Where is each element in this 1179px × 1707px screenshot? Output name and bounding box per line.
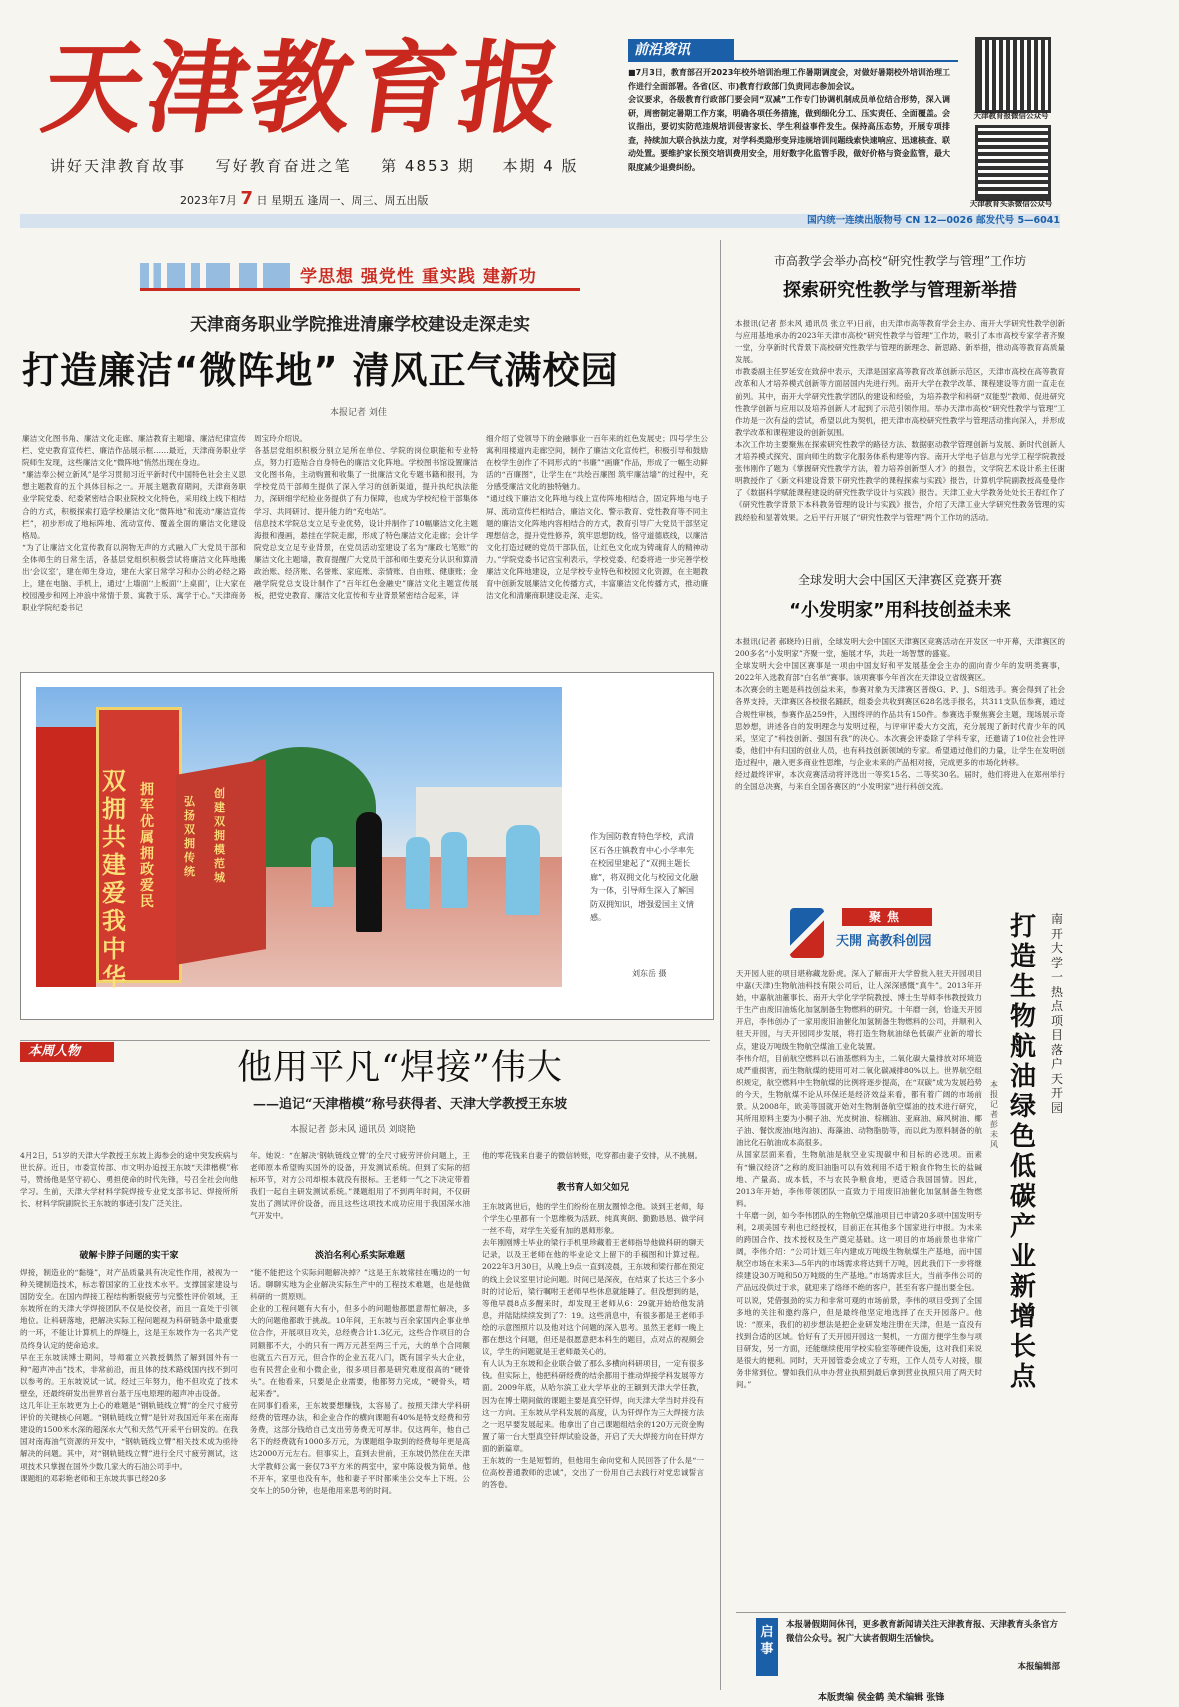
portrait-headline: 他用平凡“焊接”伟大 [237,1048,563,1088]
focus-byline: 本报记者 彭未风 [990,1080,998,1149]
footer-editors: 本版责编 侯金鹤 美术编辑 张锋 [818,1693,945,1703]
qr-code-icon [975,125,1051,201]
portrait-byline: 本报记者 彭未风 通讯员 刘晓艳 [290,1125,416,1135]
portrait-col1-body: 焊接，制造业的“黏缝”，对产品质量具有决定性作用，被视为一种关键制造技术，标志着国家的工业技术水平。支撑国家建设与国防安全。在国内焊接工程结构断裂疲劳与完整性评价领域，王东坡所在的天津大学焊接团队不仅是佼佼者，而且一直处于引领地位。让科研落地，把解决实际工程问题视为科研链条中最重要的一环，不能让计算机上的焊缝上，这是王东坡作为一名共产党员终身认定的使命追求。 早在王东坡读博士期间，导师霍立兴教授偶然了解到国外有一种“超声冲击”技术，非常前沿，而且体的技术路线国内找不到可以参考的。王东坡说试一试。经过三年努力，他不但攻克了技术壁垒，还最终研发出世界首台基于压电原理的超声冲击设备。 这几年让王东坡更为上心的难题是“钢轨链线立臂”的全尺寸疲劳评价的关键核心问题。“钢轨链线立臂”是针对我国近年来在南海建设的1500米水深的超深水大气和天然气开采平台研发的。在我国对南海油气资源的开发中，“钢轨链线立臂”相关技术成为亟待解决的问题。其中，对“钢轨链线立臂”进行全尺寸疲劳测试，这项技术只掌握在国外少数几家大的石油公司手中。 课题组的邓彩艳老师和王东坡共事已经20多 [20,1268,238,1483]
news-flash-label: 前沿资讯 [628,39,734,61]
portrait-col2-body: “能不能把这个实际问题解决掉？”这是王东坡常挂在嘴边的一句话。聊聊实地为企业解决实际生产中的工程技术难题，也是他做科研的一贯原则。 企业的工程问题有大有小，但多小的问题他都愿意帮忙解决，多大的问题他都敢于挑战。10年间，王东坡与百余家国内企事业单位合作，开展项目攻关，总经费合计1.3亿元，这些合作项目的合同额都不大，小的只有一两万元甚至两三千元，大的单个合同额也就五六百万元，但合作的企业五花八门，既有国字头大企业，也有民营企业和小微企业，很多项目都是研究难度很高的“硬骨头”。在他看来，只要是企业需要，他都努力完成，“硬骨头，啃起来香”。 在同事们看来，王东坡要想赚钱，太容易了。按照天津大学科研经费的管理办法，和企业合作的横向课题有40%是特支经费和劳务费，这部分钱给自己支出劳务费无可厚非。仅这两年，他自己名下的经费就有1000多万元，为课题组争取到的经费每年更是高达2000万元左右。但事实上，直到去世前，王东坡仍然住在天津大学教师公寓一套仅73平方米的两室中，家中陈设极为简单。他不开车，家里也没有车，他和妻子平时都乘坐公交车上下班。公交车上的50分钟，也是他用来思考的时间。 [250,1268,470,1495]
date-prefix: 2023年7月 [180,194,237,207]
qr-caption-1: 天津教育报微信公众号 [973,111,1049,120]
focus-text: 天开园人驻的项目堪称藏龙卧虎。深入了解南开大学曾批入驻天开园项目中嘉(天津)生物航油科技有限公司后，让人深深感慨“真牛”。2013年开始，中嘉航油董事长、南开大学化学学院教授、博士生导师李伟教授致力于生产由废旧油炼化加氢制备生物燃料的研究。十年磨一剑，恰逢天开园开启，李伟创办了一家用废旧油催化加氢制备生物燃料的公司，并顺利入驻天开园，与天开园同步发展，将打造生物航油绿色低碳产业新的增长点，建设万吨级生物航空煤油工业化装置。 李伟介绍，目前航空燃料以石油基燃料为主，二氧化碳大量排放对环境造成严重损害，而生物航煤的使用可对二氧化碳减排80%以上。世界航空组织规定，航空燃料中生物航煤的比例将逐步提高，在“双碳”成为发展趋势的今天，生物航煤不论从环保还是经济效益来看，都有着广阔的市场前景。从2008年，欧美等国就开始对生物制备航空煤油的技术进行研究，其所用原料主要为小桐子油、光皮树油、棕榈油、亚麻油、麻风树油、椰子油、餐饮废油(地沟油)、海藻油、动物脂肪等，而以此为原料制备的航油比化石航油成本高很多。 从国家层面来看，生物航油是航空业实现碳中和目标的必选项。而素有“懒汉经济”之称的废旧油脂可以有效利用不适于粮食作物生长的盐碱地、产量高、成本低，不与农民争粮食地，更适合我国国情。因此，2013年开始，李伟带领团队一直致力于用废旧油催化加氢制备生物燃料。 十年磨一剑，如今李伟团队的生物航空煤油项目已申请20多项中国发明专利，2项美国专利也已经授权，目前正在其他多个国家进行申报。为未来的跨国合作、技术授权及生产奠定基础。这一项目的市场前景也非常广阔，李伟介绍：“公司计划三年内建成万吨级生物航煤生产基地，而中国航空市场在未来3—5年内的市场需求将达到千万吨，因此我们下一步将继续建设30万吨和50万吨级的生产基地。”市场需求巨大，当前李伟公司的产品远没供过于求，就迎来了络绎不绝的客户，甚至有客户提出要全包。 可以说，凭借强劲的实力和非常可观的市场前景，李伟的项目受到了全国多地的关注和邀约落户，但是最终他坚定地选择了在天开园落户。他说：“原来，我们的初步想法是把企业研发地注册在天津，但是一直没有找到合适的区域。恰好有了天开园开园这一契机，一方面方便学生参与项目研发，另一方面，还能继续使用学校实验室等硬件设施，这对我们来说是很大的便利。同时，天开园管委会成立了专班，工作人员专人对接，服务非常到位。譬如我们从申办营业执照到最后拿到营业执照只用了两天时间。” [736,969,982,1390]
notice-signature: 本报编辑部 [1017,1662,1060,1672]
masthead-slogan-1: 讲好天津教育故事 [50,157,187,175]
lead-byline: 本报记者 刘佳 [330,408,387,418]
photo-board-text-2: 拥军优属 拥政爱民 [140,782,154,910]
lead-column-2: 周宝玲介绍说。 各基层党组织积极分别立足所在单位、学院的岗位职能和专业特点，努力打造贴合自身特色的廉洁文化阵地。学校图书馆设置廉洁文化图书角，主动购置和收集了一批廉洁文化专题书籍和报刊，为学校党员干部师生提供了深入学习的创新渠道，提升执纪执法能力，深研细学纪检业务提供了有力保障，也成为学校纪检干部集体学习、共同研讨、提升能力的“充电站”。 信息技术学院总支立足专业优势，设计并制作了10幅廉洁文化主题海报和漫画，悬挂在学院走廊，形成了特色廉洁文化走廊；会计学院党总支立足专业背景，在党员活动室建设了名为“廉政七笔账”的廉洁文化主题墙，教育提醒广大党员干部和师生要充分认识和算清政治账、经济账、名誉账、家庭账、亲情账、自由账、健康账；金融学院党总支设计制作了“百年红色金融史”廉洁文化主题宣传展板，把党史教育、廉洁文化宣传和专业背景紧密结合起来，详 [254,434,478,601]
focus-logo-text: 天開 高教科创园 [836,934,932,949]
photo-board-text-3: 弘扬双拥传统 [184,795,195,878]
research-headline: 探索研究性教学与管理新举措 [783,280,1017,301]
qr-code-icon [975,37,1051,113]
lead-column-3: 细介绍了党领导下的金融事业一百年来的红色发展史；四号学生公寓利用楼道内走廊空间，制作了廉洁文化宣传栏，积极引导和鼓励在校学生创作了不同形式的“书廉”“画廉”作品，形成了一幅生动鲜活的“百廉图”，让学生在“共绘百廉图 筑牢廉洁墙”的过程中，充分感受廉洁文化的独特魅力。 “通过线下廉洁文化阵地与线上宣传阵地相结合，固定阵地与电子屏、流动宣传栏相结合，廉洁文化、警示教育、党性教育等不同主题的廉洁文化阵地内容相结合的方式，教育引导广大党员干部坚定理想信念，提升党性修养，筑牢思想防线，恪守道德底线，以廉洁文化打造过硬的党员干部队伍，让红色文化成为铸魂育人的精神动力。”学院党委书记宫宝利表示，学校党委、纪委将进一步完善学校廉洁文化阵地建设，立足学校专业特色和校园文化资源，在主题教育中创新发展廉洁文化传播方式，丰富廉洁文化传播方式，推动廉洁文化和清廉商职建设走深、走实。 [486,434,708,601]
photo-image [36,687,562,991]
portrait-section-heading-3: 教书育人如父如兄 [556,1183,629,1193]
news-flash-text: ■7月3日，教育部召开2023年校外培训治理工作暑期调度会，对做好暑期校外培训治理工作进行全面部署。各省(区、市)教育行政部门负责同志参加会议。 会议要求，各级教育行政部门要会同“双减”工作专门协调机制成员单位结合形势，深入调研，周密制定暑期工作方案，明确各项任务措施，做到细化分工、压实责任、全面覆盖。会议指出，要切实防范违规培训侵害家长、学生利益事件发生。保持高压态势，开展专项排查，持续加大联合执法力度，对学科类隐形变异违规培训问题线索快速响应、迅速核查、联动处置。要维护家长预交培训费用安全，用好数字化监管手段，做好价格与资金监管，最大限度减少退费纠纷。 [628,68,950,172]
portrait-col2-intro: 年。她说：“在解决‘钢轨链线立臂’的全尺寸疲劳评价问题上，王老师原本希望购买国外的设备，开发测试系统。但到了实际的招标环节，对方公司却根本就没有报标。王老师一气之下决定带着我们一起自主研发测试系统。”课题组用了不到两年时间，不仅研发出了测试评价设备，而且这些这项技术成功应用于我国深水油气开发中。 [250,1151,470,1221]
photo-board-text: 双拥共建爱我中华 [102,767,126,991]
focus-text-cont [736,1080,982,1410]
banner-skyline-icon [140,263,290,289]
publication-number: 国内统一连续出版物号 CN 12—0026 邮发代号 5—6041 [807,215,1060,226]
photo-board-text-4: 创建双拥模范城 [214,787,225,884]
focus-label: 聚焦 [842,908,932,926]
portrait-col3-intro: 他的零花钱来自妻子的微信转账，吃穿都由妻子安排，从不挑剔。 [482,1151,703,1160]
focus-text-lower [736,1410,1068,1605]
invent-headline: “小发明家”用科技创益未来 [789,600,1011,621]
photo-credit: 刘东岳 摄 [632,969,667,978]
photo-caption: 作为国防教育特色学校，武清区石各庄镇教育中心小学率先在校园里建起了“双拥主题长廊”，将双拥文化与校园文化融为一体，引导师生深入了解国防双拥知识，增强爱国主义情感。 [590,832,699,922]
date-day: 7 [240,188,254,209]
lead-column-1: 廉洁文化图书角、廉洁文化走廊、廉洁教育主题墙、廉洁纪律宣传栏、党史教育宣传栏、廉洁作品展示框……最近，天津商务职业学院师生发现，这些廉洁文化“微阵地”悄然出现在身边。 “廉洁奉公树立新风”是学习贯彻习近平新时代中国特色社会主义思想主题教育的五个具体目标之一。开展主题教育期间，天津商务职业学院党委、纪委紧密结合职业院校文化特色，采用线上线下相结合的方式，积极探索打造学校廉洁文化“微阵地”和流动“廉洁宣传栏”，初步形成了地标阵地、流动宣传、覆盖全面的廉洁文化建设格局。 “为了让廉洁文化宣传教育以润物无声的方式融入广大党员干部和全体师生的日常生活，各基层党组织积极尝试将廉洁文化阵地搬出‘会议室’，建在师生身边，建在大家日常学习和办公的必经之路上，建在电脑、手机上，通过‘上墙面’‘上板面’‘上桌面’，让大家在校园漫步和网上冲浪中常情于景、寓教于乐、寓学于心。”天津商务职业学院纪委书记 [22,434,246,613]
portrait-col3-body: 王东坡离世后，他的学生们纷纷在朋友圈悼念他。谈到王老师，每个学生心里都有一个思维极为活跃、纯真爽朗、勤勤恳恳、做学问一丝不苟，对学生关爱有加的恩师形象。 去年刚刚博士毕业的梁行手机里珍藏着王老师指导他做科研的聊天记录，以及王老师在他的毕业论文上留下的手稿图和计算过程。2022年3月30日，从晚上9点一直到凌晨，王东坡和梁行都在预定的线上会议室里讨论问题。时间已是深夜，在结束了长达三个多小时的讨论后，梁行嘱咐王老师早些休息就能睡了。但没想到的是，等他早晨8点多醒来时，却发现王老师从6：29就开始给他发消息，并陆陆续续发到了7：19。这些消息中，有很多都是王老师手绘的示意图照片以及他对这个问题的深入思考。虽然王老师一晚上都在想这个问题，但还是很愿意把本科生的题目，点对点的视频会议，学生的问题就是王老师最关心的。 有人认为王东坡和企业联合做了那么多横向科研项目，一定有很多钱。但实际上，他把科研经费的结余都用于推动焊接学科发展等方面。2009年底，从哈尔滨工业大学毕业的王颖到天津大学任教，因为在博士期间做的课题主要是真空钎焊，向天津大学当时并没有这一方向。王东坡从学科发展的高度，认为钎焊作为三大焊接方法之一迟早要发展起来。他拿出了自己课题组结余的120万元资金购置了第一台大型真空钎焊试验设备，开启了天大焊接方向在钎焊方面的新篇章。 王东坡的一生是短暂的，但他用生命向党和人民回答了什么是“一位高校普通教师的忠诚”，交出了一份用自己去践行对党忠诚誓言的答卷。 [482,1202,704,1490]
portrait-subhead: ——追记“天津楷模”称号获得者、天津大学教授王东坡 [253,1097,567,1112]
qr-caption-2: 天津教育头条微信公众号 [969,199,1053,208]
portrait-col1-intro: 4月2日，51岁的天津大学教授王东坡上海参会的途中突发疾病与世长辞。近日，市委宣传部、市文明办追授王东坡“天津楷模”称号，赞扬他是坚守初心、勇担使命的时代先锋，号召全社会向他学习。生前，天津大学材料学院焊接专业党支部书记、焊接所所长、材料学院副院长王东坡的事迹引发广泛关注。 [20,1151,238,1209]
research-kicker: 市高教学会举办高校“研究性教学与管理”工作坊 [773,254,1027,268]
focus-kicker: 南开大学一热点项目落户天开园 [1051,912,1064,1115]
research-text: 本报讯(记者 彭未风 通讯员 张立平)日前，由天津市高等教育学会主办、南开大学研究性教学创新与应用基地承办的2023年天津市高校“研究性教学与管理”工作坊，吸引了本市高校专家学者齐聚一堂，分享新时代背景下高校研究性教学与管理的新理念、新思路、新举措，推动高等教育高质量发展。 市教委副主任罗延安在致辞中表示，天津是国家高等教育改革创新示范区，天津市高校在高等教育改革和人才培养模式创新等方面居国内先进行列。南开大学在教学改革、课程建设等方面一直走在前列。其中，南开大学研究性教学团队的建设和经验，为培养教学和科研“双能型”教师、促进研究性教学创新与应用以及培养创新人才起到了示范引领作用。举办天津市高校“研究性教学与管理”工作坊是一次有益的尝试，希望以此为契机，把天津市高校研究性教学与管理活动推向深入，并形成教学改革和课程建设的创新氛围。 本次工作坊主要聚焦在探索研究性教学的路径方法、数据驱动教学管理创新与发展、新时代创新人才培养模式探究、面向师生的数字化服务体系构建等内容。南开大学电子信息与光学工程学院教授张伟刚作了题为《掌握研究性教学方法，着力培养创新型人才》的报告，文学院艺术设计系主任谢明教授作了《新文科建设背景下研究性教学的课程探索与实践》报告，计算机学院副教授高曼曼作了《数据科学赋能课程建设的研究性教学设计与实践》报告。天津工业大学教务处处长王春红作了《研究性教学背景下本科教务管理的设计与实践》报告，介绍了天津工业大学研究性教务管理的实践经验和显著效果。之后平行开展了“研究性教学与管理”两个工作坊的活动。 [735,319,1065,522]
focus-logo-icon [790,908,824,958]
masthead-title: 天津教育报 [35,29,573,147]
portrait-section-heading-1: 破解卡脖子问题的实干家 [79,1251,179,1261]
issue-number: 第 4853 期 [381,157,475,175]
notice-text: 本报暑假期间休刊，更多教育新闻请关注天津教育报、天津教育头条官方微信公众号。祝广大读者假期生活愉快。 [786,1620,1059,1644]
invent-kicker: 全球发明大会中国区天津赛区竞赛开赛 [797,573,1002,587]
masthead-slogan-2: 写好教育奋进之笔 [215,157,352,175]
portrait-tag: 本周人物 [20,1042,114,1062]
invent-text: 本报讯(记者 郝晓玲)日前，全球发明大会中国区天津赛区竞赛活动在开发区一中开幕，天津赛区的200多名“小发明家”齐聚一堂，施展才华，共赴一场智慧的盛宴。 全球发明大会中国区赛事是一项由中国友好和平发展基金会主办的面向青少年的发明类赛事，2022年入选教育部“白名单”赛事。该项赛事今年首次在天津设立省级赛区。 本次赛会的主题是科技创益未来，参赛对象为天津赛区普级G、P、J、S组选手。赛会得到了社会各界支持，天津赛区各校报名踊跃，组委会共收到赛区628名选手报名，共311支队伍参赛，通过合规性审核，参赛作品259件，入围终评的作品共有150件。参赛选手聚焦赛会主题，现场展示奇思妙想，讲述各自的发明理念与发明过程，与评审评委大方交流，充分展现了新时代青少年的风采，坚定了“科技创新、强国有我”的决心。本次赛会评委除了学科专家，还邀请了10位社会性评委，他们中有归国的创业人员，也有科技创新领域的专家。希望通过他们的力量，让学生在发明创造过程中，融入更多商业性思维，与企业未来的产品相对接，完成更多的市场化转移。 经过最终评审，本次竞赛活动将评选出一等奖15名、二等奖30名。届时，他们将进入在郑州举行的全国总决赛，与来自全国各赛区的“小发明家”进行科创交流。 [735,637,1065,792]
banner-slogan: 学思想 强党性 重实践 建新功 [300,267,537,287]
date-line [180,187,600,211]
notice-label: 启事 [756,1618,778,1676]
focus-headline: 打造生物航油绿色低碳产业新增长点 [1010,912,1037,1392]
lead-headline: 打造廉洁“微阵地” 清风正气满校园 [22,349,619,392]
portrait-section-heading-2: 淡泊名利心系实际难题 [314,1251,405,1261]
page-count: 本期 4 版 [502,157,579,175]
date-suffix: 日 星期五 逢周一、周三、周五出版 [256,194,429,207]
lead-kicker: 天津商务职业学院推进清廉学校建设走深走实 [190,315,530,335]
